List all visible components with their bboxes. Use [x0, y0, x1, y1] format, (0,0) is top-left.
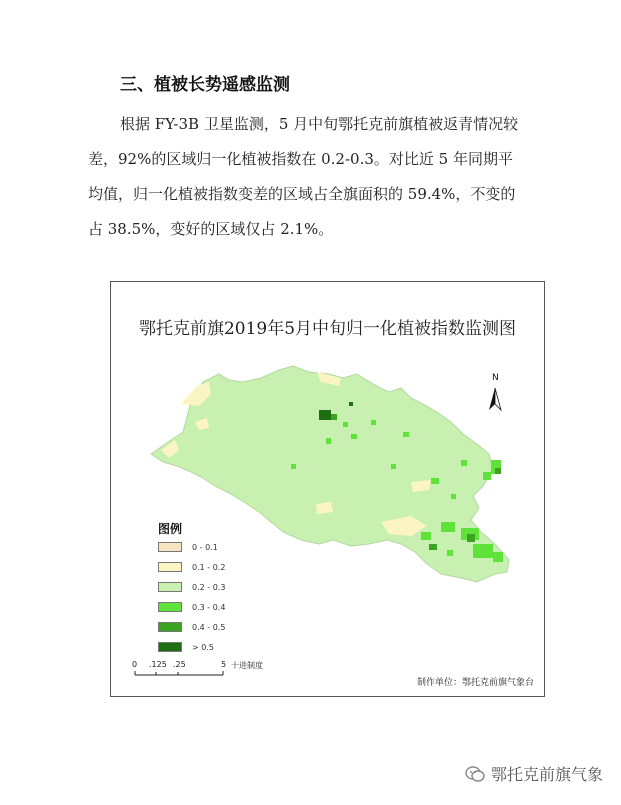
- paragraph-line: 根据 FY-3B 卫星监测，5 月中旬鄂托克前旗植被返青情况较: [120, 115, 519, 133]
- legend-swatch: [158, 622, 182, 632]
- ndvi-map: [111, 282, 544, 696]
- map-figure: [110, 281, 545, 697]
- section-heading: 三、植被长势遥感监测: [120, 75, 290, 95]
- legend-swatch: [158, 562, 182, 572]
- legend-label: 0.4 - 0.5: [192, 622, 226, 632]
- legend-label: 0 - 0.1: [192, 542, 218, 552]
- legend-item: [158, 641, 214, 653]
- north-label: N: [492, 373, 499, 383]
- legend-item: [158, 561, 225, 573]
- legend-swatch: [158, 542, 182, 552]
- legend-label: 0.3 - 0.4: [192, 602, 226, 612]
- legend-swatch: [158, 642, 182, 652]
- legend-swatch: [158, 602, 182, 612]
- scale-tick-label: 0: [132, 660, 138, 669]
- paragraph-line: 占 38.5%，变好的区域仅占 2.1%。: [88, 220, 334, 238]
- wechat-icon: [465, 765, 485, 783]
- legend-title: 图例: [158, 522, 183, 536]
- legend-item: [158, 601, 225, 613]
- watermark-text: 鄂托克前旗气象: [490, 765, 603, 784]
- paragraph-line: 差，92%的区域归一化植被指数在 0.2-0.3。对比近 5 年同期平: [88, 150, 513, 168]
- account-watermark: [465, 762, 603, 785]
- paragraph-line: 均值，归一化植被指数变差的区域占全旗面积的 59.4%，不变的: [88, 185, 516, 203]
- scale-unit: 十进制度: [231, 661, 263, 670]
- body-paragraph: [88, 107, 558, 247]
- legend-item: [158, 581, 225, 593]
- legend-label: > 0.5: [192, 642, 214, 652]
- scale-bar: [135, 671, 223, 675]
- legend-label: 0.2 - 0.3: [192, 582, 226, 592]
- scale-tick-label: .125: [149, 660, 167, 669]
- legend-item: [158, 621, 225, 633]
- legend-item: [158, 541, 218, 553]
- producer-credit: 制作单位：鄂托克前旗气象台: [416, 678, 534, 688]
- scale-tick-label: 5: [221, 660, 227, 669]
- ndvi-patch-low: [316, 502, 333, 514]
- scale-tick-label: .25: [173, 660, 186, 669]
- legend-label: 0.1 - 0.2: [192, 562, 226, 572]
- map-title: 鄂托克前旗2019年5月中旬归一化植被指数监测图: [138, 319, 517, 339]
- legend-swatch: [158, 582, 182, 592]
- north-arrow-icon: [489, 388, 501, 410]
